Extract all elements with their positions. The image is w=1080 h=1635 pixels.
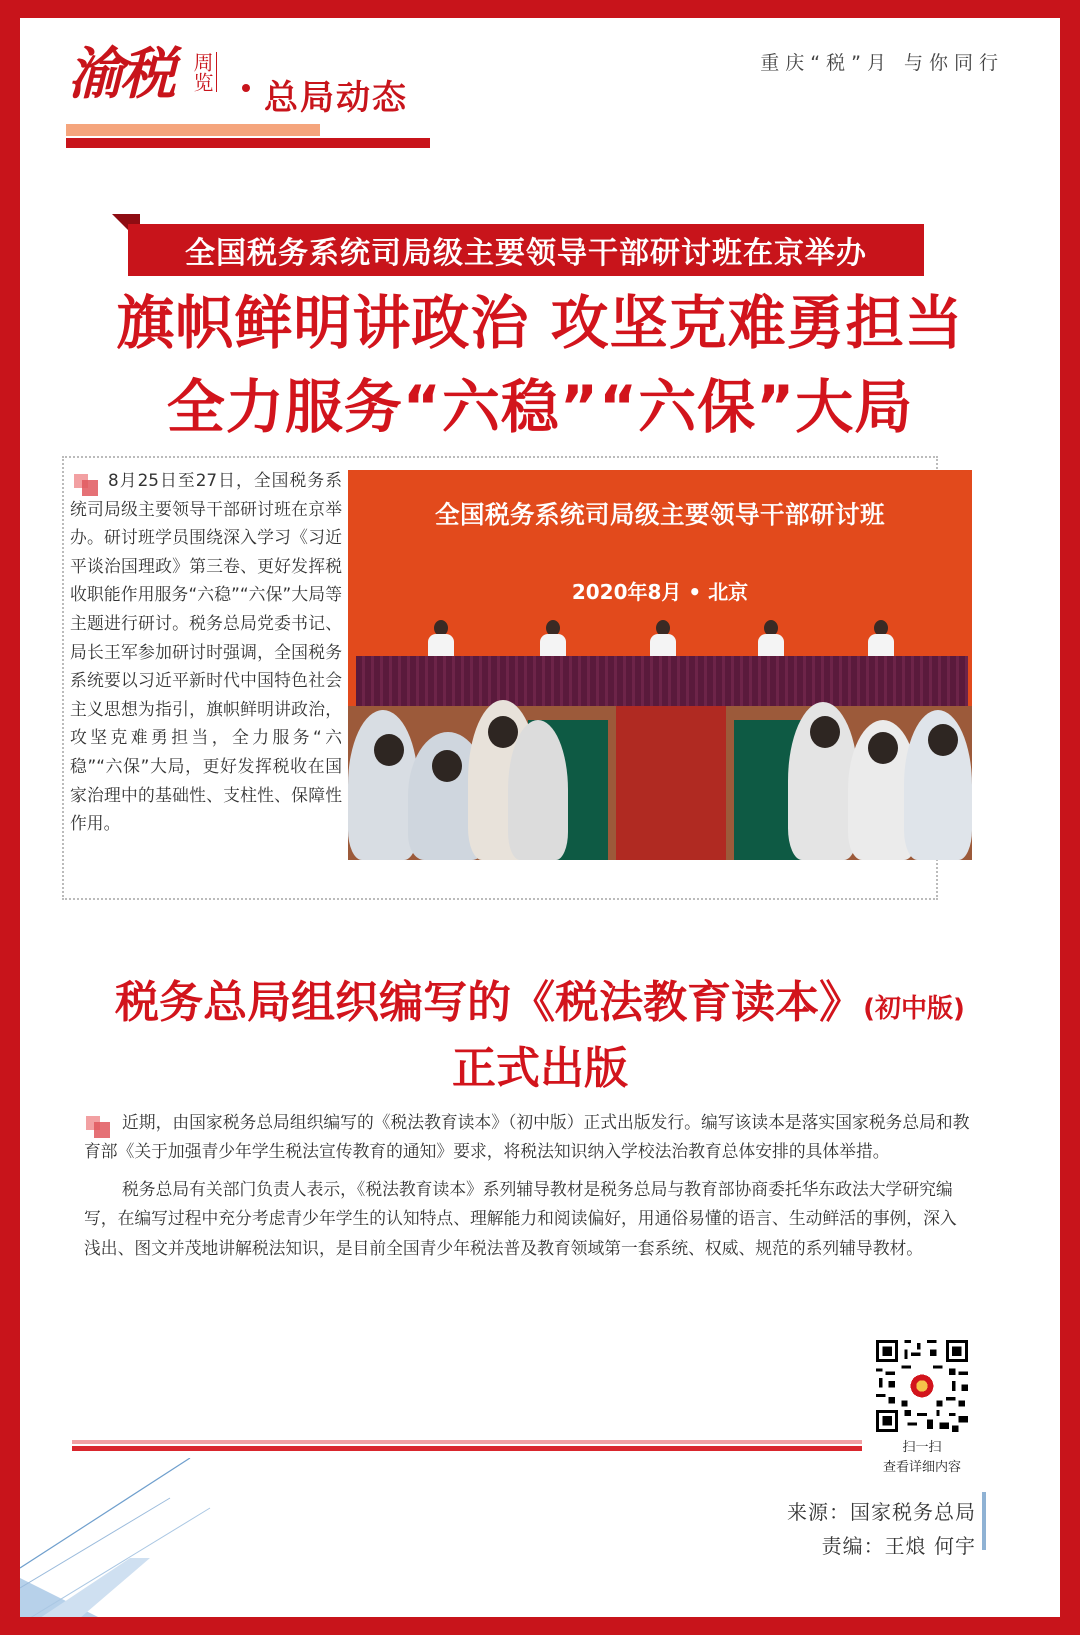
stage-person bbox=[428, 620, 454, 658]
footer-accent-bar bbox=[982, 1492, 986, 1550]
article1-headline-line1: 旗帜鲜明讲政治 攻坚克难勇担当 bbox=[116, 289, 964, 357]
attendee-head bbox=[928, 724, 958, 756]
logo-sub-text: 周览 bbox=[184, 52, 217, 92]
stage-person bbox=[758, 620, 784, 658]
article2-headline-line1 bbox=[20, 978, 1060, 1029]
article2-headline-main: 税务总局组织编写的《税法教育读本》 bbox=[115, 977, 864, 1028]
qr-caption-details: 查看详细内容 bbox=[882, 1460, 961, 1475]
footer-pink-bar bbox=[72, 1440, 862, 1444]
article2-headline-edition: (初中版) bbox=[863, 994, 965, 1024]
attendee-head bbox=[868, 732, 898, 764]
qr-code-icon[interactable] bbox=[876, 1340, 968, 1432]
logo-main-text: 渝税 bbox=[68, 41, 172, 107]
attendee-head bbox=[488, 716, 518, 748]
poster-page bbox=[20, 18, 1060, 1617]
footer-source: 来源：国家税务总局 bbox=[787, 1500, 976, 1524]
article2-headline-line2: 正式出版 bbox=[452, 1043, 628, 1094]
article2-paragraph: 税务总局有关部门负责人表示，《税法教育读本》系列辅导教材是税务总局与教育部协商委托华东政法大学研究编写，在编写过程中充分考虑青少年学生的认知特点、理解能力和阅读偏好，用通俗易懂的语言、生动鲜活的事例，深入浅出、图文并茂地讲解税法知识，是目前全国青少年税法普及教育领域第一套系统、权威、规范的系列辅导教材。 bbox=[84, 1178, 957, 1258]
article1-ribbon bbox=[128, 224, 924, 276]
photo-banner-title: 全国税务系统司局级主要领导干部研讨班 bbox=[435, 500, 885, 529]
red-carpet bbox=[616, 706, 726, 860]
meeting-photo bbox=[348, 470, 972, 860]
attendee-head bbox=[374, 734, 404, 766]
header-accent-bar bbox=[66, 124, 320, 136]
attendee-head bbox=[432, 750, 462, 782]
stage-table bbox=[356, 656, 968, 706]
section-title: 总局动态 bbox=[264, 78, 408, 118]
footer-editor: 责编：王烺 何宇 bbox=[821, 1534, 976, 1558]
stage-person bbox=[540, 620, 566, 658]
decorative-lines bbox=[20, 1458, 220, 1617]
article2-paragraph: 近期，由国家税务总局组织编写的《税法教育读本》（初中版）正式出版发行。编写该读本是落实国家税务总局和教育部《关于加强青少年学生税法宣传教育的通知》要求，将税法知识纳入学校法治教育总体安排的具体举措。 bbox=[84, 1112, 970, 1162]
article2-body bbox=[84, 1108, 970, 1271]
article1-ribbon-text: 全国税务系统司局级主要领导干部研讨班在京举办 bbox=[185, 236, 867, 271]
article1-body: 8月25日至27日，全国税务系统司局级主要领导干部研讨班在京举办。研讨班学员围绕深入学习《习近平谈治国理政》第三卷、更好发挥税收职能作用服务“六稳”“六保”大局等主题进行研讨。税务总局党委书记、局长王军参加研讨时强调，全国税务系统要以习近平新时代中国特色社会主义思想为指引，旗帜鲜明讲政治，攻坚克难勇担当，全力服务“六稳”“六保”大局，更好发挥税收在国家治理中的基础性、支柱性、保障性作用。 bbox=[70, 470, 342, 834]
attendee-head bbox=[810, 716, 840, 748]
article1-headline-line2: 全力服务“六稳”“六保”大局 bbox=[166, 373, 914, 441]
qr-caption-scan: 扫一扫 bbox=[902, 1440, 942, 1455]
attendee bbox=[508, 720, 568, 860]
slogan: 重庆“税”月 与你同行 bbox=[760, 52, 1004, 74]
header-red-bar bbox=[66, 138, 430, 148]
separator-dot-icon bbox=[242, 84, 250, 92]
photo-banner-date: 2020年8月 • 北京 bbox=[571, 580, 749, 604]
stage-person bbox=[650, 620, 676, 658]
footer-red-bar bbox=[72, 1446, 862, 1451]
stage-person bbox=[868, 620, 894, 658]
